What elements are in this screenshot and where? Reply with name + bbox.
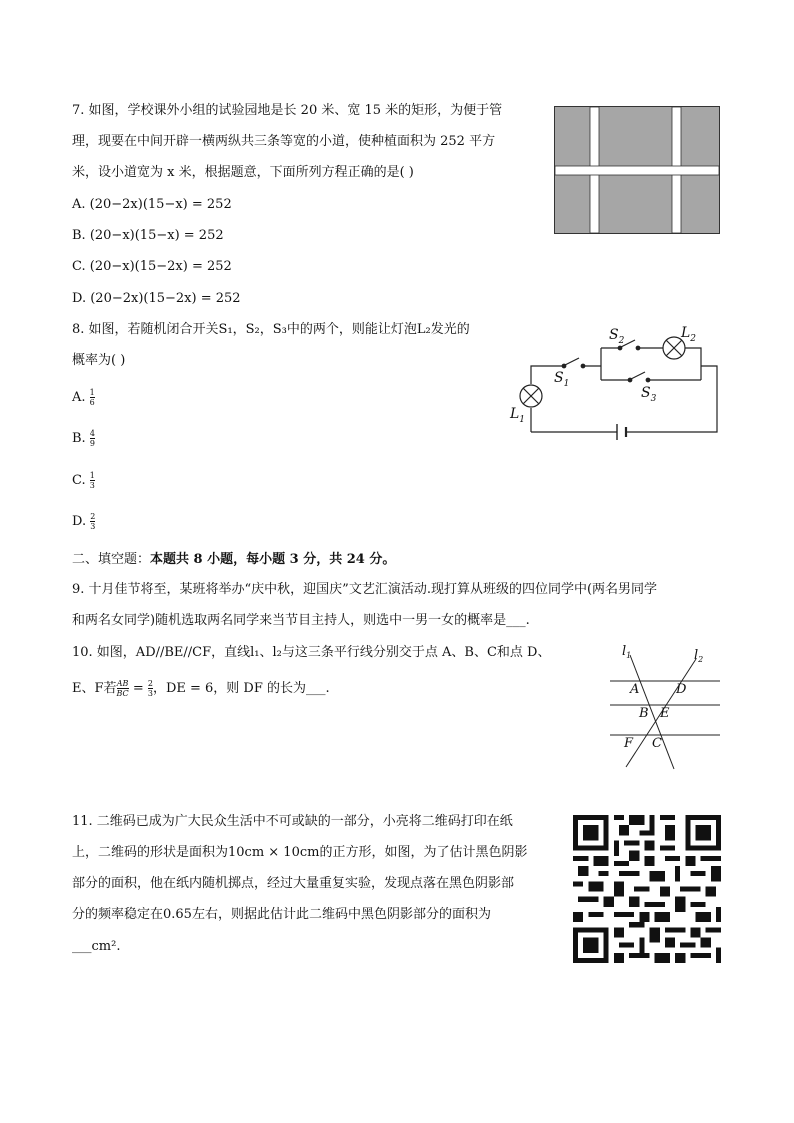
q10-point-d: D (676, 682, 687, 697)
q11-line5: ___cm². (72, 939, 121, 954)
q8-l1-label: $L_1$ (510, 406, 526, 425)
q8-s1-label: $S_1$ (554, 370, 570, 389)
q10-ratio-fraction: $\frac{AB}{BC}$ (116, 679, 129, 698)
q8-option-a (72, 386, 95, 410)
q10-l2-label: $l_2$ (694, 648, 704, 664)
q11-line3: 部分的面积，他在纸内随机掷点，经过大量重复实验，发现点落在黑色阴影部 (72, 876, 515, 891)
q10-point-a: A (630, 682, 640, 697)
q10-line2: E、F若 $\frac{AB}{BC}$ = $\frac{2}{3}$ ，DE = 6，则 DF 的长为___. (72, 679, 330, 698)
q10-line1: 10. 如图，AD//BE//CF，直线l₁、l₂与这三条平行线分别交于点 A、B、C和点 D、 (72, 645, 551, 660)
q10-l1-label: $l_1$ (622, 644, 632, 660)
q8-s3-label: $S_3$ (641, 385, 657, 404)
q8-option-b-fraction: $\frac{4}{9}$ (89, 429, 95, 448)
q7-line2: 理，现要在中间开辟一横两纵共三条等宽的小道，使种植面积为 252 平方 (72, 134, 496, 149)
q7-line1: 7. 如图，学校课外小组的试验园地是长 20 米、宽 15 米的矩形，为便于管 (72, 103, 503, 118)
q10-point-c: C (652, 736, 662, 751)
q8-option-d-label: D. (72, 514, 87, 529)
q8-option-c-fraction: $\frac{1}{3}$ (89, 471, 95, 490)
q8-option-d (72, 510, 95, 534)
q10-parallel-lines-figure (606, 643, 724, 773)
q8-circuit-diagram (505, 322, 725, 444)
q8-option-c-label: C. (72, 473, 86, 488)
q11-line2: 上，二维码的形状是面积为10cm × 10cm的正方形，如图，为了估计黑色阴影 (72, 845, 528, 860)
section-2-title: 二、填空题： (72, 552, 151, 567)
q7-line3: 米，设小道宽为 x 米，根据题意，下面所列方程正确的是( ) (72, 165, 414, 180)
q8-option-c (72, 469, 95, 493)
q7-option-c: C. (20−x)(15−2x) = 252 (72, 259, 232, 274)
q11-line4: 分的频率稳定在0.65左右，则据此估计此二维码中黑色阴影部分的面积为 (72, 907, 491, 922)
q8-s2-label: $S_2$ (609, 327, 625, 346)
q8-option-d-fraction: $\frac{2}{3}$ (90, 512, 96, 531)
section-2-description: 本题共 8 小题，每小题 3 分，共 24 分。 (150, 552, 396, 567)
q8-line2: 概率为( ) (72, 353, 126, 368)
q7-option-a: A. (20−2x)(15−x) = 252 (72, 197, 232, 212)
q8-l2-label: $L_2$ (681, 325, 697, 344)
q10-point-e: E (660, 706, 670, 721)
q8-option-b (72, 427, 95, 451)
q8-line1: 8. 如图，若随机闭合开关S₁，S₂，S₃中的两个，则能让灯泡L₂发光的 (72, 322, 470, 337)
q9-line2: 和两名女同学)随机选取两名同学来当节目主持人，则选中一男一女的概率是___. (72, 613, 530, 628)
q11-line1: 11. 二维码已成为广大民众生活中不可或缺的一部分，小亮将二维码打印在纸 (72, 814, 513, 829)
q8-option-b-label: B. (72, 431, 86, 446)
q11-qr-code-image (573, 815, 721, 963)
q10-point-f: F (624, 736, 634, 751)
section-2-heading (72, 550, 395, 570)
q7-option-b: B. (20−x)(15−x) = 252 (72, 228, 224, 243)
q10-value-fraction: $\frac{2}{3}$ (147, 679, 153, 698)
q7-option-d: D. (20−2x)(15−2x) = 252 (72, 291, 241, 306)
q9-line1: 9. 十月佳节将至，某班将举办“庆中秋，迎国庆”文艺汇演活动.现打算从班级的四位同学中(两名男同学 (72, 582, 658, 597)
q8-option-a-fraction: $\frac{1}{6}$ (89, 388, 95, 407)
q10-point-b: B (639, 706, 649, 721)
q8-option-a-label: A. (72, 390, 86, 405)
q7-garden-figure (554, 106, 720, 234)
